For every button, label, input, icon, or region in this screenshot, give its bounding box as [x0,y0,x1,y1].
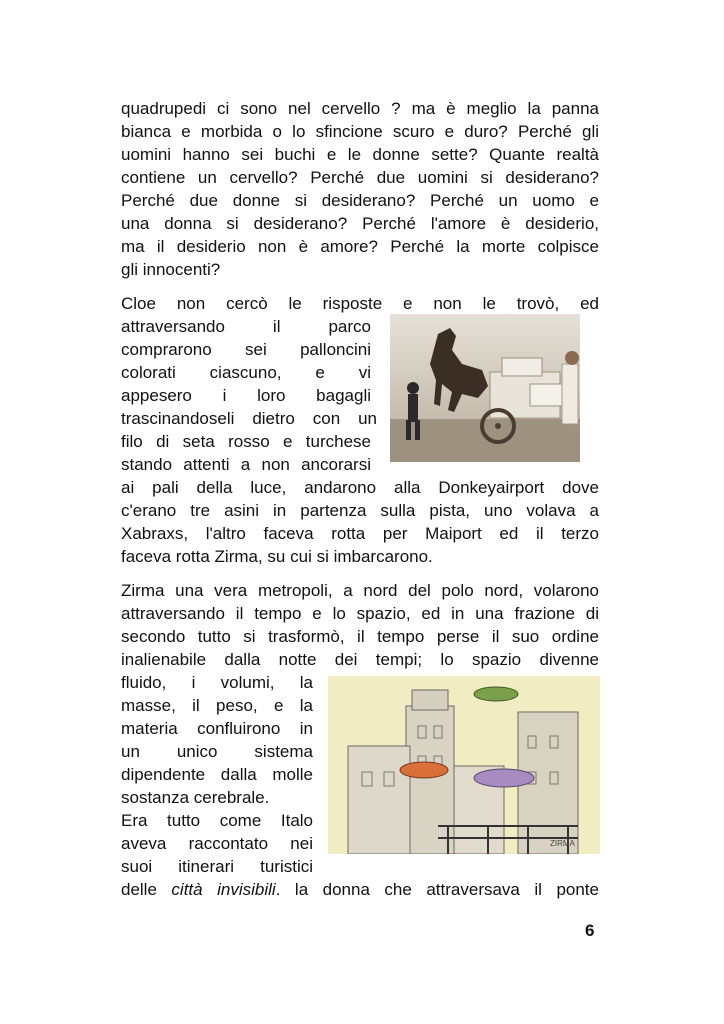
paragraph-2-line: appesero i loro bagagli [121,386,371,405]
last-line-end: . la donna che attraversava il ponte [275,880,599,899]
paragraph-2-line: faceva rotta Zirma, su cui si imbarcarono. [121,547,433,566]
paragraph-2-line: colorati ciascuno, e vi [121,363,371,382]
paragraph-1-line: ma il desiderio non è amore? Perché la morte colpisce [121,237,599,256]
paragraph-3-line: fluido, i volumi, la [121,673,313,692]
paragraph-3-line: dipendente dalla molle [121,765,313,784]
paragraph-1-line: uomini hanno sei buchi e le donne sette? Quante realtà [121,145,599,164]
paragraph-3-line: inalienabile dalla notte dei tempi; lo spazio divenne [121,650,599,669]
paragraph-3-line: sostanza cerebrale. [121,788,270,807]
paragraph-1-line: Perché due donne si desiderano? Perché un uomo e [121,191,599,210]
paragraph-2-line: filo di seta rosso e turchese [121,432,371,451]
paragraph-3-last-line [121,879,599,901]
paragraph-2-line: Xabraxs, l'altro faceva rotta per Maiport ed il terzo [121,524,599,543]
paragraph-2-line: ai pali della luce, andarono alla Donkeyairport dove [121,478,599,497]
paragraph-3-line: masse, il peso, e la [121,696,313,715]
paragraph-1-line: contiene un cervello? Perché due uomini si desiderano? [121,168,599,187]
paragraph-2-line: c'erano tre asini in partenza sulla pista, uno volava a [121,501,599,520]
paragraph-2-line: Cloe non cercò le risposte e non le trovò, ed [121,294,599,313]
paragraph-2-line: attraversando il parco [121,317,371,336]
paragraph-3-line: aveva raccontato nei [121,834,313,853]
donkey-cart-photo [390,314,580,462]
paragraph-3-line: materia confluirono in [121,719,313,738]
paragraph-3-line: Era tutto come Italo [121,811,313,830]
paragraph-2-line: stando attenti a non ancorarsi [121,455,371,474]
paragraph-3-line: secondo tutto si trasformò, il tempo perse il suo ordine [121,627,599,646]
paragraph-3-line: un unico sistema [121,742,313,761]
zirma-city-drawing [328,676,600,854]
drawing-signature: ZIRMA [550,839,575,848]
paragraph-2-line: trascinandoseli dietro con un [121,409,377,428]
paragraph-1-line: quadrupedi ci sono nel cervello ? ma è meglio la panna [121,99,599,118]
paragraph-3-line: attraversando il tempo e lo spazio, ed in una frazione di [121,604,599,623]
paragraph-1-line: gli innocenti? [121,260,221,279]
book-title: città invisibili [171,880,276,899]
paragraph-2-line: comprarono sei palloncini [121,340,371,359]
paragraph-3-line: Zirma una vera metropoli, a nord del polo nord, volarono [121,581,599,600]
page-number: 6 [585,921,595,940]
paragraph-1-line: bianca e morbida o lo sfincione scuro e duro? Perché gli [121,122,599,141]
paragraph-1-line: una donna si desiderano? Perché l'amore è desiderio, [121,214,599,233]
last-line-start: delle [121,880,172,899]
paragraph-3-line: suoi itinerari turistici [121,857,313,876]
